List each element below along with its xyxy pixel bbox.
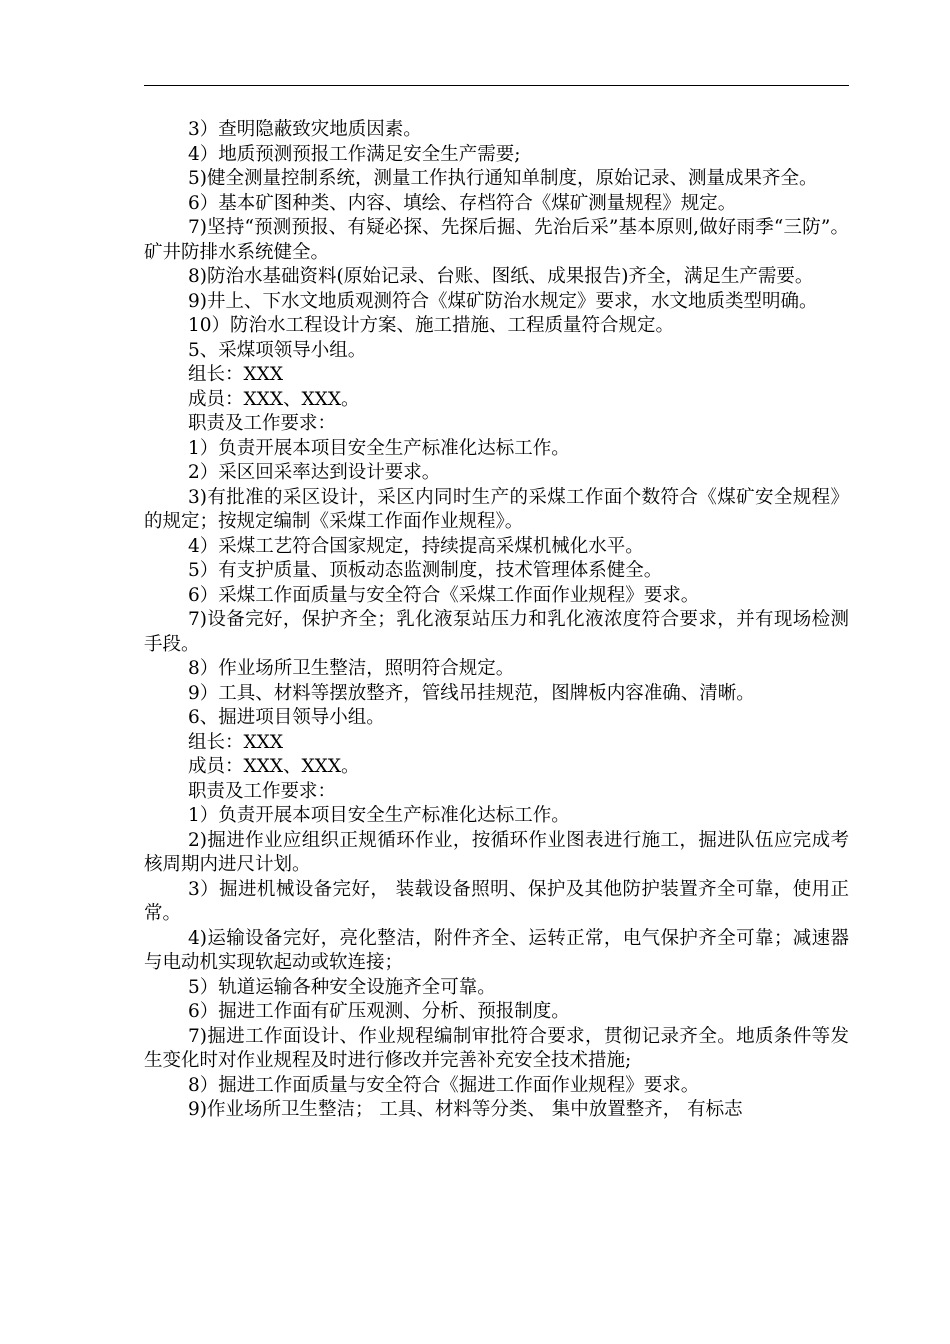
paragraph: 组长：XXX bbox=[188, 364, 284, 385]
paragraph: 3)有批准的采区设计，采区内同时生产的采煤工作面个数符合《煤矿安全规程》的规定；按规定编制《采煤工作面作业规程》。 bbox=[144, 486, 849, 532]
document-body bbox=[144, 118, 849, 1123]
paragraph: 5、采煤项领导小组。 bbox=[188, 339, 367, 361]
header-rule bbox=[144, 85, 849, 86]
paragraph: 6）掘进工作面有矿压观测、分析、预报制度。 bbox=[188, 1001, 570, 1022]
paragraph: 5）轨道运输各种安全设施齐全可靠。 bbox=[188, 976, 496, 998]
paragraph: 成员：XXX、XXX。 bbox=[188, 756, 360, 777]
paragraph: 8）掘进工作面质量与安全符合《掘进工作面作业规程》要求。 bbox=[188, 1074, 700, 1096]
paragraph: 组长：XXX bbox=[188, 731, 284, 753]
paragraph: 4）采煤工艺符合国家规定，持续提高采煤机械化水平。 bbox=[188, 535, 644, 557]
paragraph: 成员：XXX、XXX。 bbox=[188, 388, 360, 410]
paragraph: 2)掘进作业应组织正规循环作业，按循环作业图表进行施工，掘进队伍应完成考核周期内进尺计划。 bbox=[144, 829, 849, 875]
paragraph: 8)防治水基础资料(原始记录、台账、图纸、成果报告)齐全，满足生产需要。 bbox=[188, 266, 814, 287]
paragraph: 6）采煤工作面质量与安全符合《采煤工作面作业规程》要求。 bbox=[188, 584, 700, 606]
paragraph: 3）掘进机械设备完好， 装载设备照明、保护及其他防护装置齐全可靠，使用正常。 bbox=[144, 878, 849, 924]
paragraph: 6、掘进项目领导小组。 bbox=[188, 707, 385, 728]
paragraph: 9)作业场所卫生整洁； 工具、材料等分类、 集中放置整齐， 有标志 bbox=[188, 1099, 743, 1120]
paragraph: 3）查明隐蔽致灾地质因素。 bbox=[188, 119, 422, 140]
paragraph: 8）作业场所卫生整洁，照明符合规定。 bbox=[188, 658, 515, 679]
paragraph: 7)掘进工作面设计、作业规程编制审批符合要求，贯彻记录齐全。地质条件等发生变化时对作业规程及时进行修改并完善补充安全技术措施; bbox=[144, 1025, 849, 1071]
paragraph: 9）工具、材料等摆放整齐，管线吊挂规范，图牌板内容准确、清晰。 bbox=[188, 682, 755, 704]
paragraph: 10）防治水工程设计方案、施工措施、工程质量符合规定。 bbox=[188, 315, 675, 336]
paragraph: 7)坚持“预测预报、有疑必探、先探后掘、先治后采”基本原则,做好雨季“三防”。矿井防排水系统健全。 bbox=[144, 217, 849, 263]
paragraph: 1）负责开展本项目安全生产标准化达标工作。 bbox=[188, 805, 570, 826]
paragraph: 职责及工作要求： bbox=[188, 413, 337, 434]
paragraph: 5)健全测量控制系统，测量工作执行通知单制度，原始记录、测量成果齐全。 bbox=[188, 168, 818, 189]
paragraph: 6）基本矿图种类、内容、填绘、存档符合《煤矿测量规程》规定。 bbox=[188, 192, 737, 214]
paragraph: 4)运输设备完好，亮化整洁，附件齐全、运转正常，电气保护齐全可靠；减速器与电动机实现软起动或软连接； bbox=[144, 927, 849, 973]
paragraph: 2）采区回采率达到设计要求。 bbox=[188, 462, 441, 483]
paragraph: 5）有支护质量、顶板动态监测制度，技术管理体系健全。 bbox=[188, 560, 663, 581]
paragraph: 9)井上、下水文地质观测符合《煤矿防治水规定》要求，水文地质类型明确。 bbox=[188, 290, 818, 312]
paragraph: 4）地质预测预报工作满足安全生产需要; bbox=[188, 143, 521, 165]
paragraph: 1）负责开展本项目安全生产标准化达标工作。 bbox=[188, 437, 570, 459]
paragraph: 7)设备完好，保护齐全；乳化液泵站压力和乳化液浓度符合要求，并有现场检测手段。 bbox=[144, 609, 849, 655]
paragraph: 职责及工作要求： bbox=[188, 780, 337, 802]
